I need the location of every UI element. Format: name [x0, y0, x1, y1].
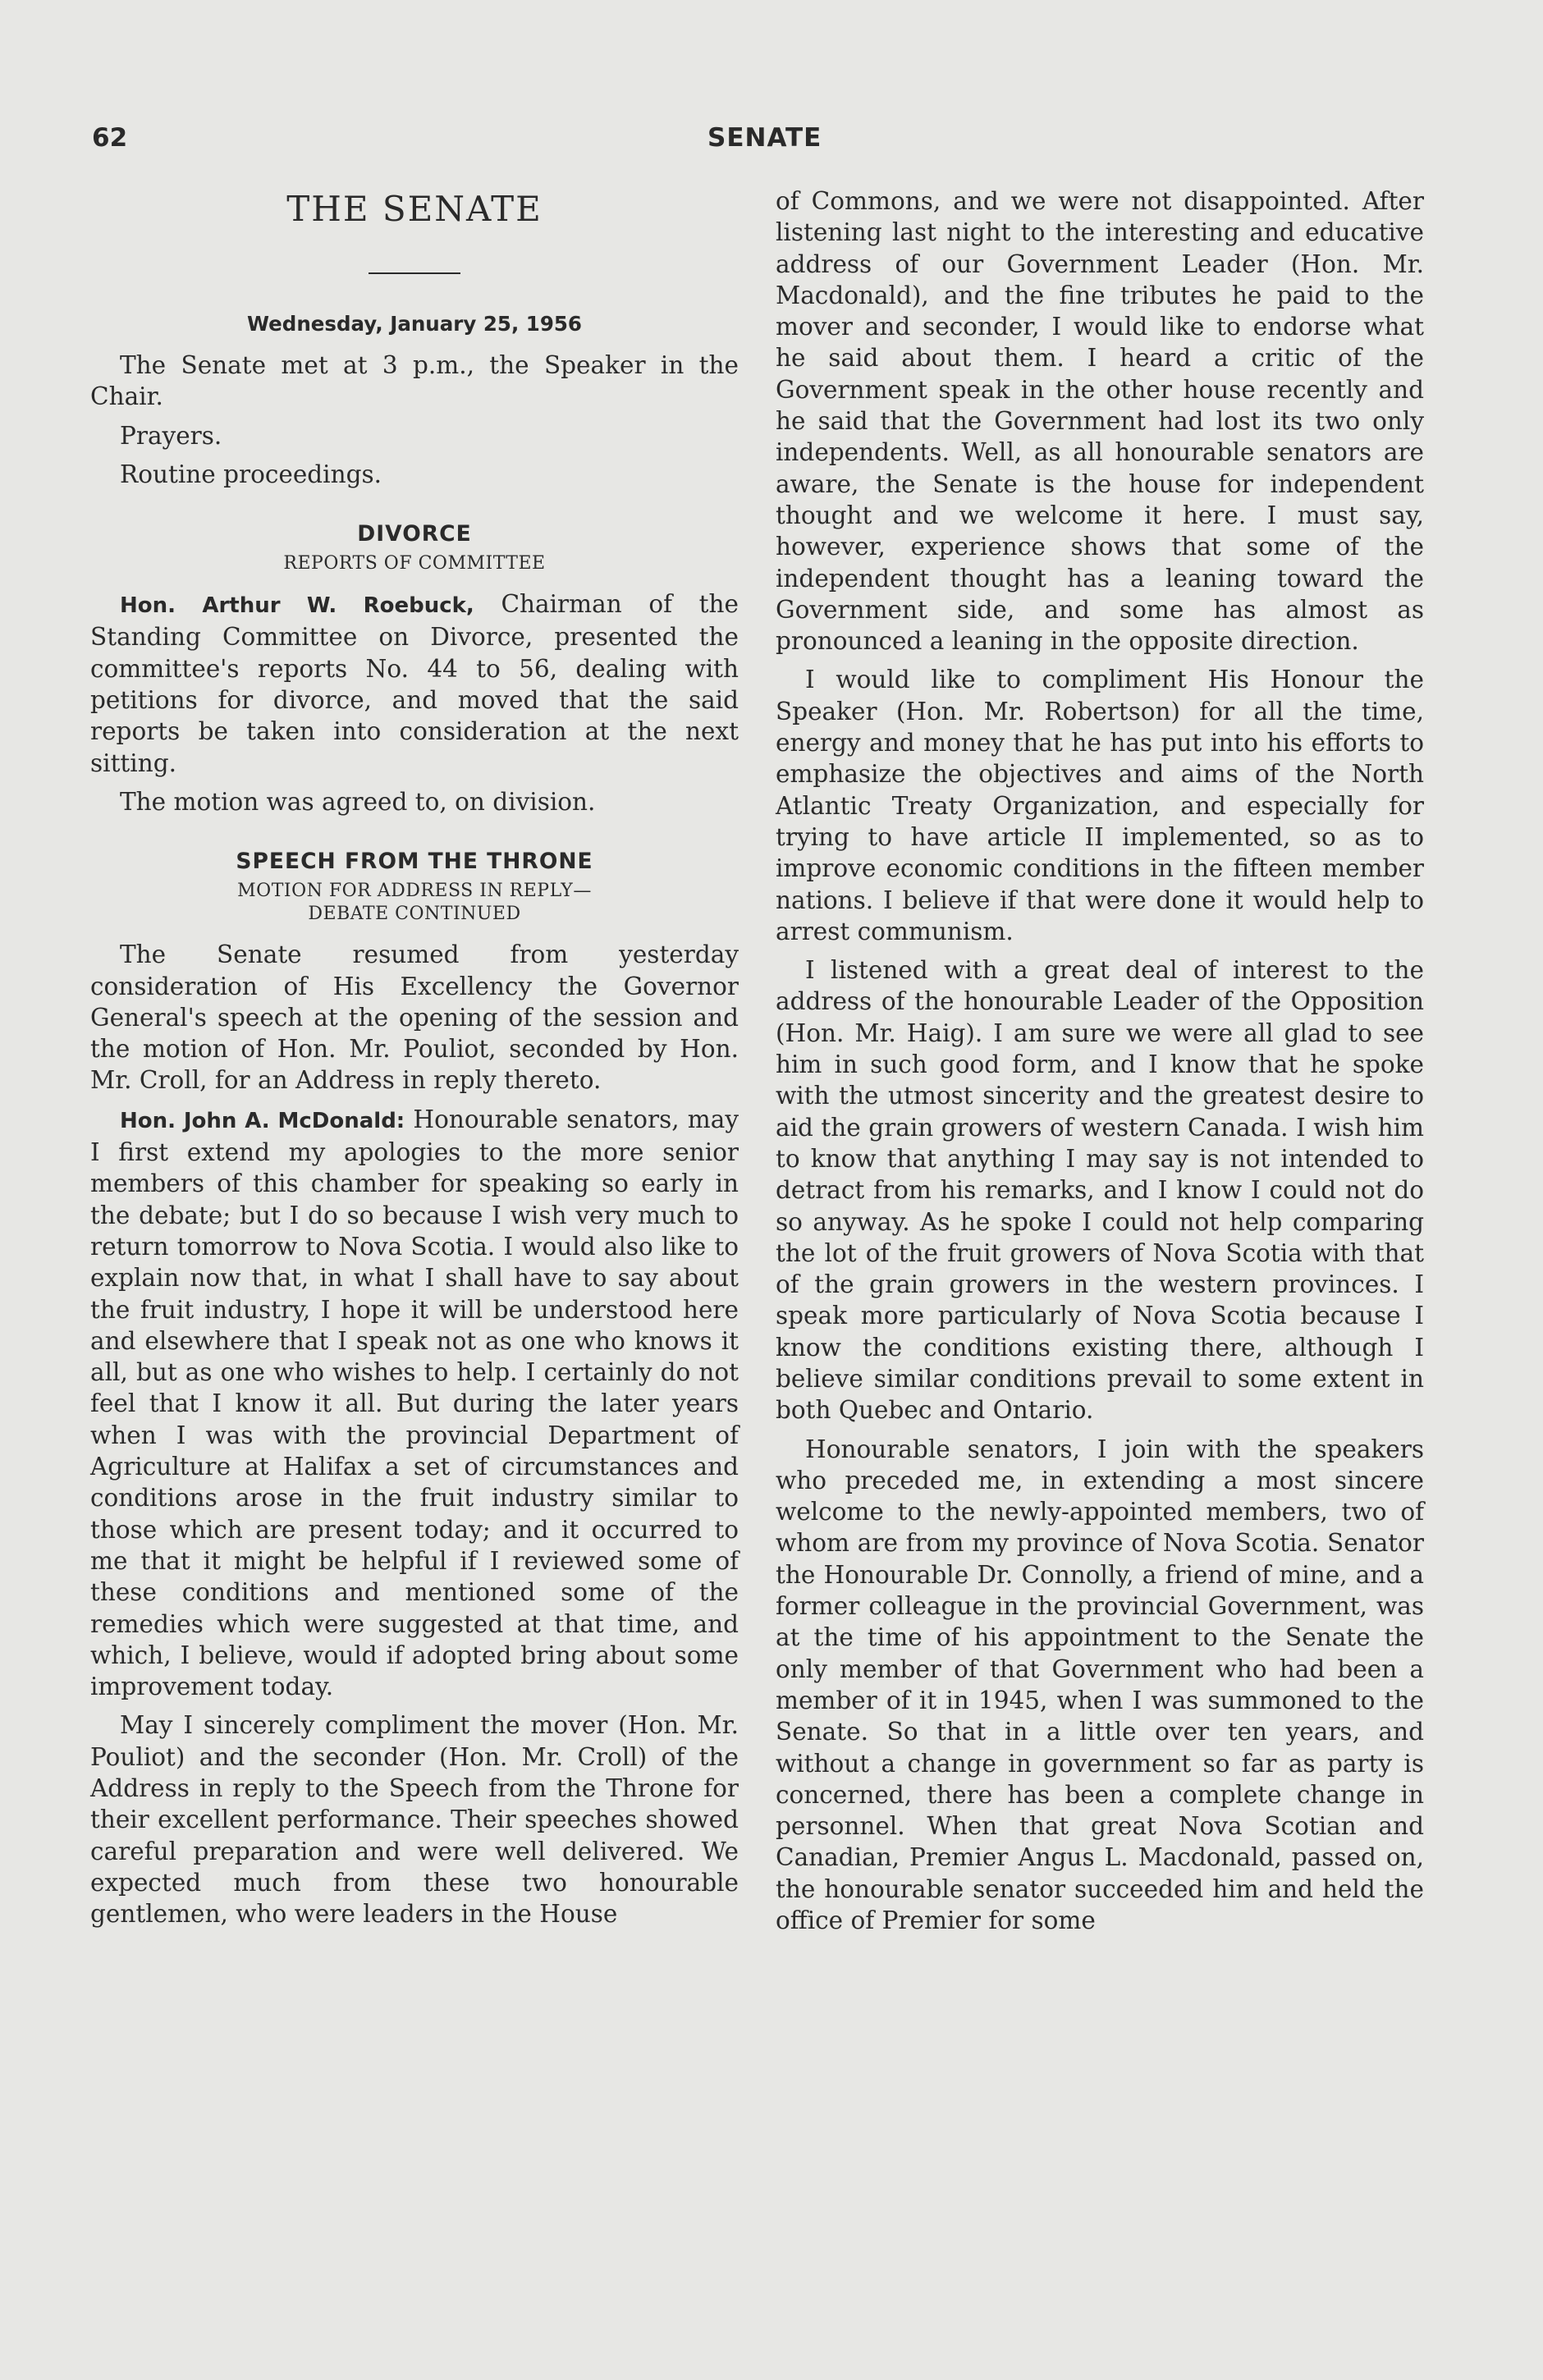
- motion-agreed-paragraph: The motion was agreed to, on division.: [120, 787, 596, 816]
- resumed-paragraph: The Senate resumed from yesterday consideration of His Excellency the Governor General's speech at the opening of the session and the motion of Hon. Mr. Pouliot, seconded by Hon. Mr. Croll, for an Address in reply thereto.: [90, 941, 739, 1095]
- throne-heading: SPEECH FROM THE THRONE: [236, 849, 593, 875]
- mcdonald-text: Honourable senators, may I first extend my apologies to the more senior members of this chamber for speaking so early in the debate; but I do so because I wish very much to return tomorrow to Nova Scotia. I would also like to explain now that, in what I shall have to say about the fruit industry, I hope it will be understood here and elsewhere that I speak not as one who knows it all, but as one who wishes to help. I certainly do not feel that I know it all. But during the later years when I was with the provincial Department of Agriculture at Halifax a set of circumstances and conditions arose in the fruit industry similar to those which are present today; and it occurred to me that it might be helpful if I reviewed some of these conditions and mentioned some of the remedies which were suggested at that time, and which, I believe, would if adopted bring about some improvement today.: [90, 1105, 739, 1701]
- continued-paragraph: of Commons, and we were not disappointed. After listening last night to the interesting and educative address of our Government Leader (Hon. Mr. Macdonald), and the fine tributes he paid to the mover and seconder, I would like to endorse what he said about them. I heard a critic of the Government speak in the other house recently and he said that the Government had lost its two only independents. Well, as all honourable senators are aware, the Senate is the house for independent thought and we welcome it here. I must say, however, experience shows that some of the independent thought has a leaning toward the Government side, and some has almost as pronounced a leaning in the opposite direction.: [776, 187, 1424, 656]
- speaker-name: Hon. John A. McDonald:: [120, 1108, 405, 1133]
- mcdonald-paragraph: [90, 1104, 739, 1703]
- right-column: [776, 185, 1424, 1943]
- speaker-name: Hon. Arthur W. Roebuck,: [120, 593, 474, 619]
- throne-subheading: [90, 880, 739, 926]
- welcome-paragraph: Honourable senators, I join with the speakers who preceded me, in extending a most sincere welcome to the newly-appointed members, two of whom are from my province of Nova Scotia. Senator the Honourable Dr. Connolly, a friend of mine, and a former colleague in the provincial Government, was at the time of his appointment to the Senate the only member of that Government who had been a member of it in 1945, when I was summoned to the Senate. So that in a little over ten years, and without a change in government so far as party is concerned, there has been a complete change in personnel. When that great Nova Scotian and Canadian, Premier Angus L. Macdonald, passed on, the honourable senator succeeded him and held the office of Premier for some: [776, 1435, 1424, 1935]
- left-column: [90, 185, 739, 1937]
- chamber-title: THE SENATE: [286, 189, 543, 229]
- roebuck-paragraph: [90, 588, 739, 779]
- throne-subheading-line-1: MOTION FOR ADDRESS IN REPLY—: [237, 881, 592, 902]
- roebuck-text: Chairman of the Standing Committee on Divorce, presented the committee's reports No. 44 to 56, dealing with petitions for divorce, and moved that the said reports be taken into consideration at the next sitting.: [90, 590, 739, 777]
- compliment-paragraph: May I sincerely compliment the mover (Hon. Mr. Pouliot) and the seconder (Hon. Mr. Croll) of the Address in reply to the Speech from the Throne for their excellent performance. Their speeches showed careful preparation and were well delivered. We expected much from these two honourable gentlemen, who were leaders in the House: [90, 1711, 739, 1929]
- title-rule: [369, 272, 460, 274]
- divorce-heading: DIVORCE: [357, 521, 472, 547]
- running-head: [0, 123, 1543, 159]
- sitting-date: Wednesday, January 25, 1956: [247, 312, 582, 336]
- haig-paragraph: I listened with a great deal of interest to the address of the honourable Leader of the Opposition (Hon. Mr. Haig). I am sure we were all glad to see him in such good form, and I know that he spoke with the utmost sincerity and the greatest desire to aid the grain growers of western Canada. I wish him to know that anything I may say is not intended to detract from his remarks, and I know I could not do so anyway. As he spoke I could not help comparing the lot of the fruit growers of Nova Scotia with that of the grain growers in the western provinces. I speak more particularly of Nova Scotia because I know the conditions existing there, although I believe similar conditions prevail to some extent in both Quebec and Ontario.: [776, 956, 1424, 1425]
- page-number: 62: [92, 123, 128, 153]
- opening-paragraph: The Senate met at 3 p.m., the Speaker in the Chair.: [90, 351, 739, 411]
- routine-line: Routine proceedings.: [120, 460, 382, 488]
- prayers-line: Prayers.: [120, 421, 222, 450]
- speaker-compliment-paragraph: I would like to compliment His Honour the Speaker (Hon. Mr. Robertson) for all the time, energy and money that he has put into his efforts to emphasize the objectives and aims of the North Atlantic Treaty Organization, and especially for trying to have article II implemented, so as to improve economic conditions in the fifteen member nations. I believe if that were done it would help to arrest communism.: [776, 666, 1424, 945]
- throne-subheading-line-2: DEBATE CONTINUED: [308, 904, 521, 925]
- divorce-subheading: REPORTS OF COMMITTEE: [283, 553, 546, 574]
- running-title: SENATE: [707, 123, 822, 153]
